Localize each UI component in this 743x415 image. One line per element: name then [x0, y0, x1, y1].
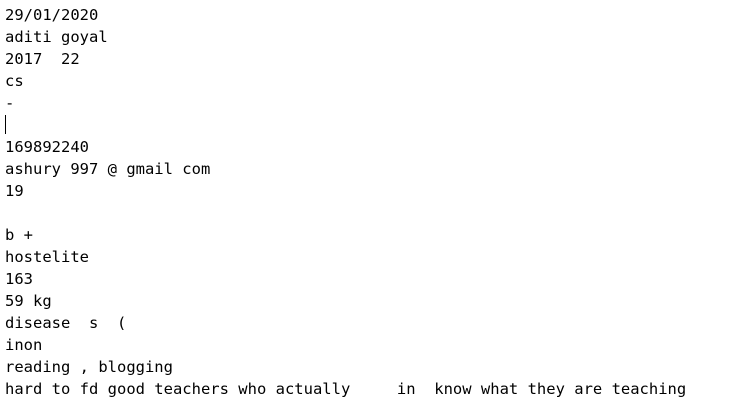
line-date: 29/01/2020: [5, 6, 99, 24]
line-hobbies: reading , blogging: [5, 358, 173, 376]
line-inon: inon: [5, 336, 43, 354]
line-weight: 59 kg: [5, 292, 52, 310]
line-blood-group: b +: [5, 226, 33, 244]
line-dash: -: [5, 94, 15, 112]
line-email: ashury 997 @ gmail com: [5, 160, 211, 178]
line-height: 163: [5, 270, 33, 288]
line-year-age: 2017 22: [5, 50, 80, 68]
line-empty: [5, 202, 743, 224]
line-phone: 169892240: [5, 138, 89, 156]
line-residence: hostelite: [5, 248, 89, 266]
text-caret: [5, 115, 6, 134]
line-number: 19: [5, 182, 24, 200]
line-caret[interactable]: [5, 114, 743, 136]
line-name: aditi goyal: [5, 28, 108, 46]
line-disease: disease s (: [5, 314, 127, 332]
line-branch: cs: [5, 72, 24, 90]
line-comment: hard to fd good teachers who actually in know what they are teaching: [5, 380, 687, 398]
